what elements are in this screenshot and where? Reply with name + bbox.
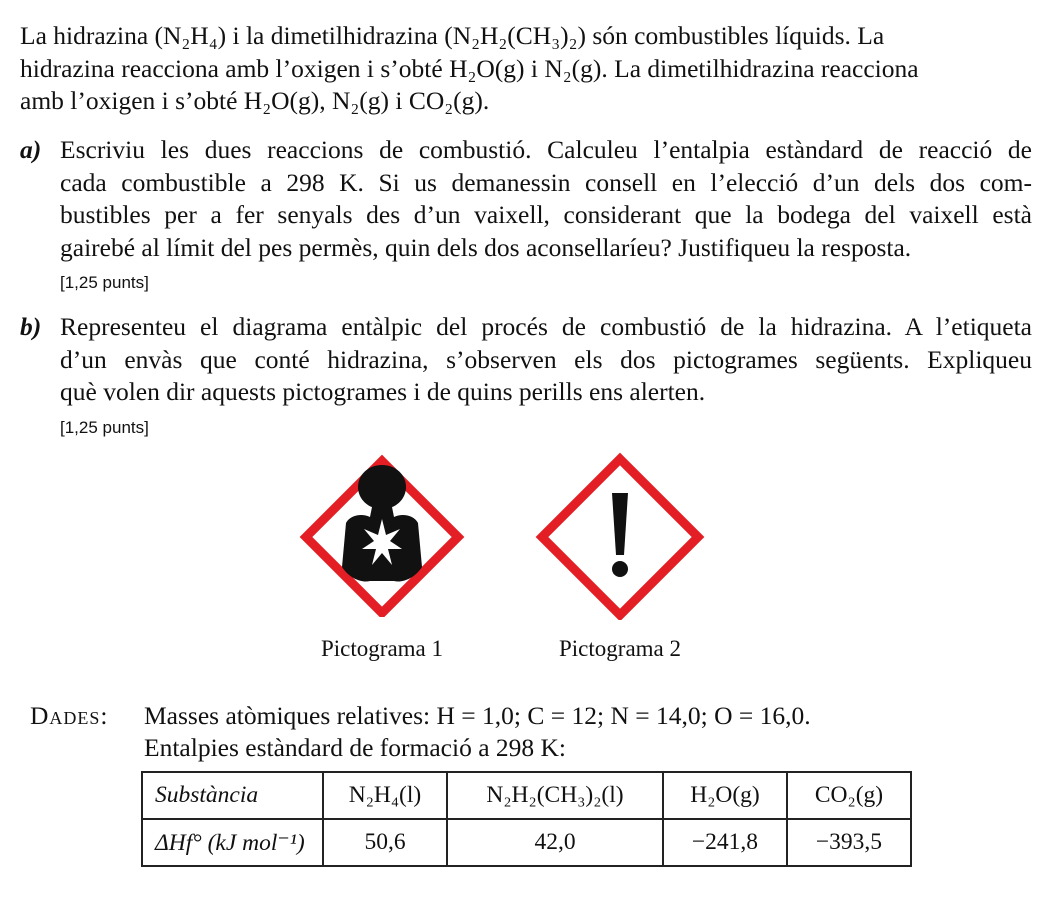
table-row	[142, 772, 911, 819]
question-a	[20, 134, 1032, 264]
question-b-line: d’un envàs que conté hidrazina, s’observen els dos pictogrames següents. Expliqueu	[60, 344, 1032, 374]
question-a-label: a)	[20, 135, 42, 164]
question-a-line: cada combustible a 298 K. Si us demanessin consell en l’elecció d’un dels dos com-	[60, 167, 1032, 197]
table-row-label: ΔHf° (kJ mol⁻¹)	[142, 819, 323, 866]
enthalpy-table	[141, 771, 912, 867]
table-row	[142, 819, 911, 866]
intro-line-3: amb l’oxigen i s’obté H₂O(g), N₂(g) i CO₂(g).	[20, 86, 490, 115]
exclamation-mark-icon	[525, 445, 715, 625]
table-cell: 42,0	[447, 819, 663, 866]
question-b	[20, 311, 1032, 409]
table-cell: −241,8	[663, 819, 787, 866]
question-b-points: [1,25 punts]	[60, 418, 149, 437]
pictogram-1-caption: Pictograma 1	[321, 636, 443, 661]
question-b-line: Representeu el diagrama entàlpic del procés de combustió de la hidrazina. A l’etiqueta	[60, 312, 1032, 341]
formation-enthalpies-intro: Entalpies estàndard de formació a 298 K:	[144, 733, 567, 762]
question-b-line: què volen dir aquests pictogrames i de quins perills ens alerten.	[60, 377, 706, 406]
table-header-cell: N₂H₄(l)	[323, 772, 447, 819]
intro-line-1: La hidrazina (N₂H₄) i la dimetilhidrazina (N₂H₂(CH₃)₂) són combustibles líquids. La	[20, 21, 885, 50]
atomic-masses: Masses atòmiques relatives: H = 1,0; C = 12; N = 14,0; O = 16,0.	[144, 701, 811, 730]
question-a-line: bustibles per a fer senyals des d’un vaixell, considerant que la bodega del vaixell està	[60, 200, 1032, 229]
pictogram-2-caption: Pictograma 2	[559, 636, 681, 661]
question-b-text	[60, 311, 1032, 409]
table-header-cell: CO₂(g)	[787, 772, 911, 819]
data-label: Dades:	[30, 701, 109, 730]
question-a-line: gairebé al límit del pes permès, quin dels dos aconsellaríeu? Justifiqueu la resposta.	[60, 232, 912, 262]
table-cell: 50,6	[323, 819, 447, 866]
intro-paragraph	[20, 20, 1032, 118]
question-a-line: Escriviu les dues reaccions de combustió. Calculeu l’entalpia estàndard de reacció de	[60, 135, 1032, 164]
table-cell: −393,5	[787, 819, 911, 866]
health-hazard-icon	[290, 447, 475, 622]
table-header-substance: Substància	[142, 772, 323, 819]
question-b-label: b)	[20, 312, 42, 341]
intro-line-2: hidrazina reacciona amb l’oxigen i s’obté H₂O(g) i N₂(g). La dimetilhidrazina reacciona	[20, 53, 919, 83]
question-a-text	[60, 134, 1032, 264]
question-a-points: [1,25 punts]	[60, 273, 149, 292]
table-header-cell: N₂H₂(CH₃)₂(l)	[447, 772, 663, 819]
table-header-cell: H₂O(g)	[663, 772, 787, 819]
